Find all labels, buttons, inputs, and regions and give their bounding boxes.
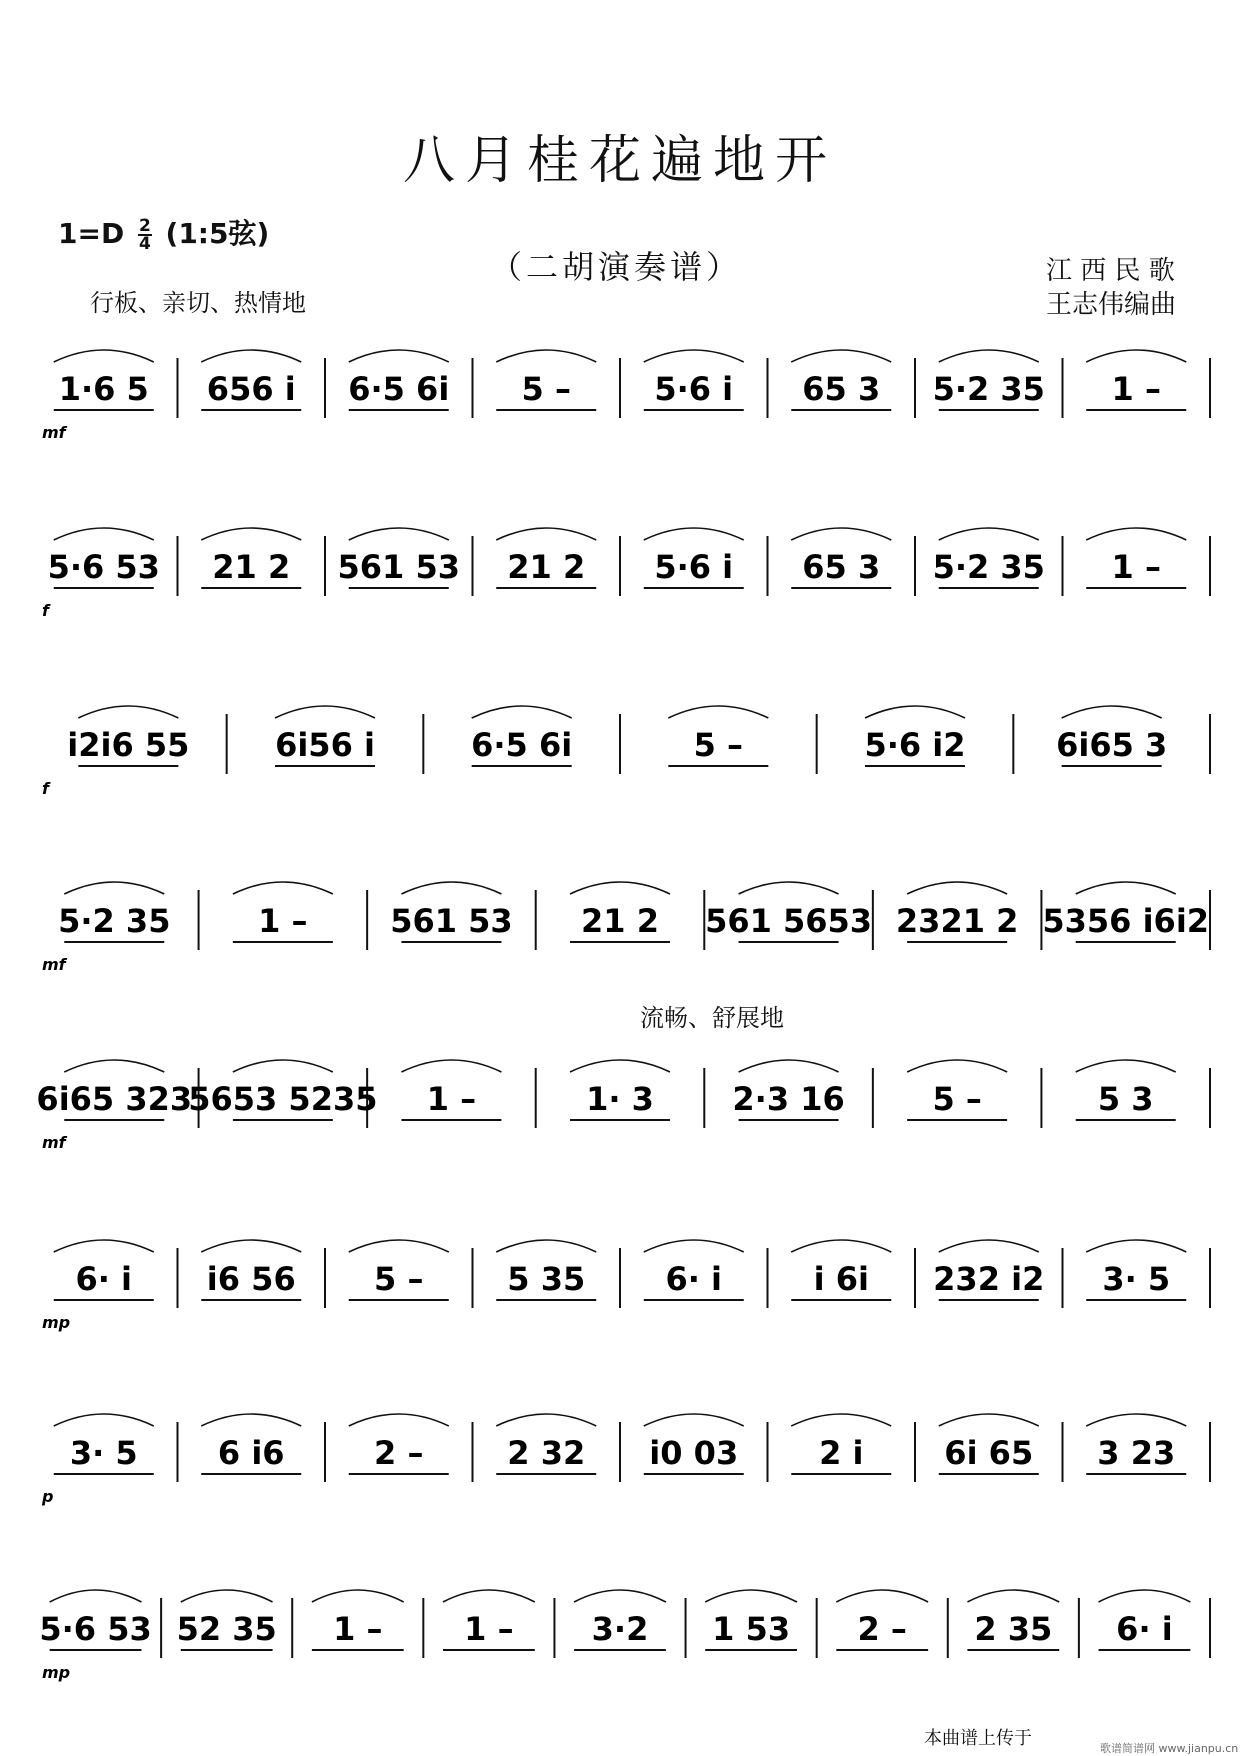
slur xyxy=(201,1414,301,1426)
dynamic-marking: mf xyxy=(42,955,66,974)
measure xyxy=(201,528,301,588)
composer-source: 江 西 民 歌 xyxy=(1046,256,1175,286)
measure-notes: 3·2 xyxy=(591,1610,649,1648)
measure-notes: 6·5 6i xyxy=(348,370,450,408)
measure-notes: 232 i2 xyxy=(933,1260,1045,1298)
notation-row xyxy=(0,1382,1240,1532)
measure-notes: 2·3 16 xyxy=(732,1080,845,1118)
measure xyxy=(233,882,333,942)
measure xyxy=(401,1060,501,1120)
measure-notes: 5 – xyxy=(693,726,744,764)
slur xyxy=(570,882,670,894)
notation-row xyxy=(0,1028,1240,1178)
slur xyxy=(401,1060,501,1072)
measure xyxy=(67,706,189,766)
subtitle: （二胡演奏谱） xyxy=(490,248,743,286)
measure xyxy=(933,528,1045,588)
dynamic-marking: f xyxy=(42,779,49,798)
slur xyxy=(739,1060,839,1072)
slur xyxy=(54,1414,154,1426)
measure-notes: 561 5653 xyxy=(705,902,873,940)
measure-notes: 6i65 3 xyxy=(1056,726,1168,764)
second-tempo-marking: 流畅、舒展地 xyxy=(640,1004,784,1032)
slur xyxy=(233,882,333,894)
measure xyxy=(177,1590,277,1650)
measure-notes: 1 – xyxy=(1111,548,1161,586)
measure-notes: i2i6 55 xyxy=(67,726,190,764)
measure-notes: 21 2 xyxy=(507,548,586,586)
slur xyxy=(865,706,965,718)
measure xyxy=(48,528,160,588)
measure-notes: 2 35 xyxy=(974,1610,1053,1648)
slur xyxy=(181,1590,273,1602)
measure-notes: 21 2 xyxy=(212,548,291,586)
slur xyxy=(644,528,744,540)
measure-notes: 3· 5 xyxy=(69,1434,138,1472)
measure-notes: 21 2 xyxy=(581,902,659,940)
slur xyxy=(64,1060,164,1072)
slur xyxy=(201,1240,301,1252)
measure-notes: 1 53 xyxy=(712,1610,791,1648)
measure-notes: i 6i xyxy=(813,1260,869,1298)
measure xyxy=(836,1590,928,1650)
measure xyxy=(201,350,301,410)
dynamic-marking: mp xyxy=(42,1313,71,1332)
site-watermark: 歌谱简谱网 www.jianpu.cn xyxy=(1100,1742,1239,1755)
slur xyxy=(443,1590,535,1602)
slur xyxy=(907,882,1007,894)
measure xyxy=(864,706,965,766)
measure-notes: 6· i xyxy=(1116,1610,1173,1648)
measure-notes: 1 – xyxy=(464,1610,514,1648)
measure-notes: 5·6 53 xyxy=(47,548,160,586)
measure-notes: 1 – xyxy=(333,1610,383,1648)
measure xyxy=(1099,1590,1191,1650)
measure xyxy=(312,1590,404,1650)
measure xyxy=(907,1060,1007,1120)
score-title: 八月桂花遍地开 xyxy=(402,131,837,191)
measure-notes: 6· i xyxy=(665,1260,723,1298)
measure-notes: 65 3 xyxy=(802,370,881,408)
dynamic-marking: p xyxy=(42,1487,54,1506)
measure xyxy=(188,1060,377,1120)
measure-notes: 5 35 xyxy=(507,1260,586,1298)
measure xyxy=(1086,528,1186,588)
notation-row xyxy=(0,1208,1240,1358)
measure-notes: 5·6 i2 xyxy=(864,726,966,764)
slur xyxy=(349,1414,449,1426)
measure-notes: 65 3 xyxy=(802,548,881,586)
dynamic-marking: mf xyxy=(42,423,66,442)
slur xyxy=(472,706,572,718)
measure-notes: 6 i6 xyxy=(217,1434,285,1472)
measure-notes: 5·2 35 xyxy=(932,370,1045,408)
measure-notes: 2 – xyxy=(857,1610,907,1648)
slur xyxy=(1086,1240,1186,1252)
measure xyxy=(933,1240,1044,1300)
measure xyxy=(668,706,768,766)
notation-row xyxy=(0,1558,1240,1708)
slur xyxy=(1086,350,1186,362)
measure xyxy=(338,528,460,588)
measure-notes: 5 – xyxy=(521,370,571,408)
measure-notes: 5 – xyxy=(374,1260,424,1298)
measure-notes: 2321 2 xyxy=(895,902,1019,940)
slur xyxy=(939,350,1039,362)
measure xyxy=(705,882,872,942)
measure xyxy=(967,1590,1059,1650)
dynamic-marking: f xyxy=(42,601,49,620)
measure xyxy=(39,1590,151,1650)
measure-notes: 6i56 i xyxy=(275,726,375,764)
slur xyxy=(1086,1414,1186,1426)
measure xyxy=(939,1414,1039,1474)
measure xyxy=(1076,1060,1176,1120)
slur xyxy=(349,350,449,362)
slur xyxy=(705,1590,797,1602)
slur xyxy=(739,882,839,894)
measure-notes: 1· 3 xyxy=(586,1080,654,1118)
slur xyxy=(54,1240,154,1252)
slur xyxy=(939,1240,1039,1252)
slur xyxy=(64,882,164,894)
measure-notes: 3 23 xyxy=(1097,1434,1176,1472)
slur xyxy=(201,528,301,540)
notation-row xyxy=(0,850,1240,1000)
tempo-marking: 行板、亲切、热情地 xyxy=(90,289,306,317)
slur xyxy=(668,706,768,718)
slur xyxy=(1086,528,1186,540)
slur xyxy=(496,1240,596,1252)
measure xyxy=(644,350,744,410)
key-tonic: 1=D xyxy=(58,217,125,250)
measure-notes: 1 – xyxy=(258,902,308,940)
measure xyxy=(349,1414,449,1474)
measure-notes: i6 56 xyxy=(206,1260,296,1298)
measure-notes: 1 – xyxy=(426,1080,477,1118)
dynamic-marking: mf xyxy=(42,1133,66,1152)
time-signature-bottom: 4 xyxy=(138,234,151,254)
measure xyxy=(496,528,596,588)
notation-row xyxy=(0,496,1240,646)
measure xyxy=(54,350,154,410)
measure xyxy=(471,706,572,766)
slur xyxy=(496,528,596,540)
slur xyxy=(1076,882,1176,894)
slur xyxy=(54,350,154,362)
measure-notes: 5653 5235 xyxy=(188,1080,378,1118)
measure-notes: 5·6 i xyxy=(654,370,734,408)
measure xyxy=(390,882,512,942)
slur xyxy=(791,1414,891,1426)
measure xyxy=(896,882,1018,942)
slur xyxy=(644,1240,744,1252)
slur xyxy=(275,706,375,718)
measure-notes: 6·5 6i xyxy=(471,726,573,764)
measure xyxy=(443,1590,535,1650)
slur xyxy=(791,528,891,540)
time-signature xyxy=(138,218,152,252)
slur xyxy=(644,1414,744,1426)
measure xyxy=(201,1240,301,1300)
slur xyxy=(836,1590,928,1602)
measure-notes: 6· i xyxy=(75,1260,133,1298)
measure-notes: 1·6 5 xyxy=(58,370,149,408)
slur xyxy=(233,1060,333,1072)
measure xyxy=(275,706,375,766)
measure xyxy=(349,1240,449,1300)
measure xyxy=(36,1060,192,1120)
measure-notes: 3· 5 xyxy=(1102,1260,1171,1298)
slur xyxy=(349,528,449,540)
slur xyxy=(939,528,1039,540)
measure xyxy=(570,1060,670,1120)
measure xyxy=(1056,706,1167,766)
slur xyxy=(791,1240,891,1252)
slur xyxy=(791,350,891,362)
measure xyxy=(201,1414,301,1474)
measure-notes: 6i65 323 xyxy=(36,1080,193,1118)
measure xyxy=(705,1590,797,1650)
slur xyxy=(967,1590,1059,1602)
measure-notes: 6i 65 xyxy=(944,1434,1034,1472)
notation-row xyxy=(0,674,1240,824)
slur xyxy=(401,882,501,894)
measure xyxy=(1086,350,1186,410)
upload-note: 本曲谱上传于 xyxy=(924,1728,1032,1749)
measure-notes: 5356 i6i2 xyxy=(1042,902,1210,940)
measure xyxy=(644,528,744,588)
measure xyxy=(570,882,670,942)
slur xyxy=(496,1414,596,1426)
arranger: 王志伟编曲 xyxy=(1046,290,1177,320)
slur xyxy=(907,1060,1007,1072)
measure xyxy=(644,1240,744,1300)
measure xyxy=(54,1240,154,1300)
measure xyxy=(348,350,449,410)
measure xyxy=(496,1414,596,1474)
slur xyxy=(1076,1060,1176,1072)
measure-notes: 5·6 53 xyxy=(39,1610,152,1648)
slur xyxy=(54,528,154,540)
slur xyxy=(1062,706,1162,718)
measure-notes: 5·2 35 xyxy=(932,548,1045,586)
measure xyxy=(58,882,170,942)
slur xyxy=(201,350,301,362)
slur xyxy=(644,350,744,362)
tuning: (1:5弦) xyxy=(165,217,270,250)
slur xyxy=(574,1590,666,1602)
measure xyxy=(791,1414,891,1474)
measure-notes: 5·2 35 xyxy=(58,902,171,940)
time-signature-top: 2 xyxy=(138,216,151,236)
slur xyxy=(496,350,596,362)
measure-notes: 561 53 xyxy=(390,902,513,940)
measure xyxy=(791,350,891,410)
slur xyxy=(78,706,178,718)
measure-notes: 5·6 i xyxy=(654,548,734,586)
measure xyxy=(791,1240,891,1300)
measure-notes: 2 i xyxy=(819,1434,864,1472)
measure xyxy=(933,350,1045,410)
measure xyxy=(644,1414,744,1474)
measure xyxy=(791,528,891,588)
measure xyxy=(496,350,596,410)
measure-notes: 1 – xyxy=(1111,370,1161,408)
measure-notes: 2 – xyxy=(374,1434,424,1472)
measure xyxy=(1086,1240,1186,1300)
measure xyxy=(54,1414,154,1474)
notation-row xyxy=(0,318,1240,468)
slur xyxy=(1099,1590,1191,1602)
measure xyxy=(1042,882,1209,942)
dynamic-marking: mp xyxy=(42,1663,71,1682)
slur xyxy=(349,1240,449,1252)
key-signature xyxy=(58,212,269,252)
measure-notes: 2 32 xyxy=(507,1434,586,1472)
slur xyxy=(570,1060,670,1072)
slur xyxy=(312,1590,404,1602)
measure xyxy=(574,1590,666,1650)
slur xyxy=(939,1414,1039,1426)
slur xyxy=(50,1590,142,1602)
measure xyxy=(1086,1414,1186,1474)
measure xyxy=(732,1060,844,1120)
measure-notes: 656 i xyxy=(206,370,296,408)
measure-notes: 561 53 xyxy=(337,548,460,586)
measure-notes: 52 35 xyxy=(176,1610,277,1648)
measure-notes: 5 3 xyxy=(1097,1080,1154,1118)
measure-notes: i0 03 xyxy=(649,1434,739,1472)
composer-block xyxy=(1046,254,1176,322)
measure-notes: 5 – xyxy=(932,1080,982,1118)
measure xyxy=(496,1240,596,1300)
